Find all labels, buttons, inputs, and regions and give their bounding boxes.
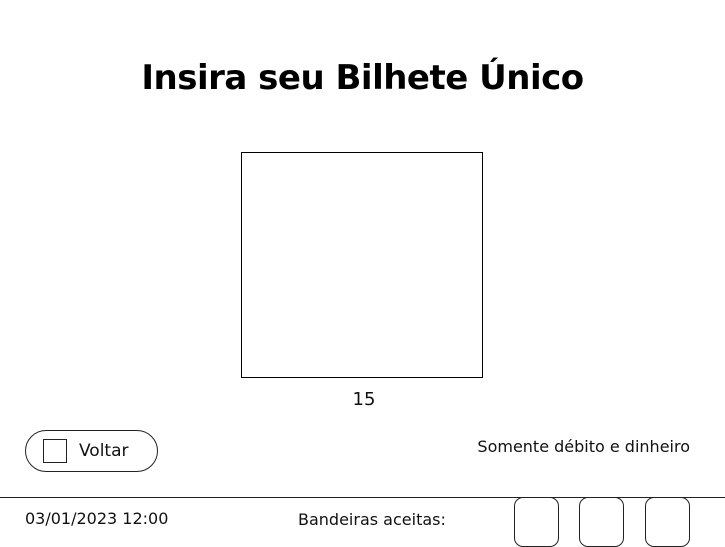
back-button-label: Voltar [79, 441, 129, 461]
back-button[interactable] [25, 430, 158, 472]
payment-methods-note: Somente débito e dinheiro [477, 437, 690, 456]
countdown-timer: 15 [352, 389, 376, 410]
accepted-flags-label: Bandeiras aceitas: [298, 510, 446, 529]
page-title: Insira seu Bilhete Único [141, 58, 584, 98]
datetime-display: 03/01/2023 12:00 [25, 509, 169, 528]
back-icon [43, 439, 67, 463]
card-reader-area [241, 152, 483, 378]
